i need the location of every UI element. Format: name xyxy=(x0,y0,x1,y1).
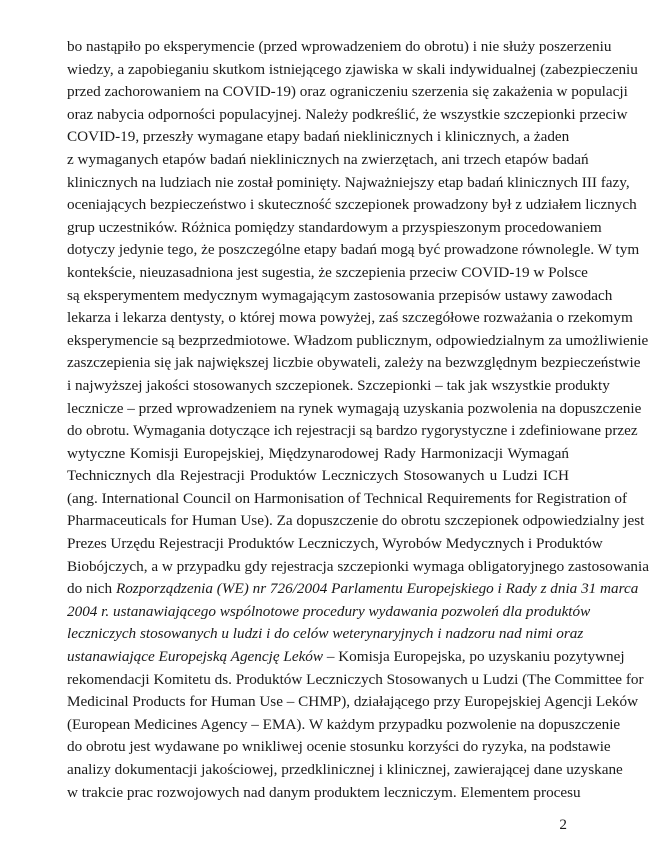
text-run: przed zachorowaniem na COVID-19) oraz ograniczeniu szerzenia się zakażenia w populacji xyxy=(67,83,628,101)
document-body xyxy=(67,36,649,804)
text-line xyxy=(67,239,640,262)
text-run: do obrotu. Wymagania dotyczące ich rejestracji są bardzo rygorystyczne i zdefiniowane przez xyxy=(67,422,638,440)
text-run: wytyczne Komisji Europejskiej, Międzynarodowej Rady Harmonizacji Wymagań xyxy=(67,444,569,462)
italic-text: Rozporządzenia (WE) nr 726/2004 Parlamentu Europejskiego i Rady z dnia 31 marca xyxy=(115,580,639,598)
text-run: z wymaganych etapów badań nieklinicznych na zwierzętach, ani trzech etapów badań xyxy=(67,150,589,168)
text-line xyxy=(67,217,602,240)
text-line xyxy=(67,285,613,308)
text-run: dotyczy jedynie tego, że poszczególne etapy badań mogą być prowadzone równolegle. W tym xyxy=(67,241,640,259)
text-line xyxy=(67,126,569,149)
text-line xyxy=(67,691,639,714)
text-line xyxy=(67,149,589,172)
italic-text: ustanawiające Europejską Agencję Leków xyxy=(67,648,324,666)
text-line xyxy=(67,465,569,488)
text-run: lekarza i lekarza dentysty, o której mowa powyżej, zaś szczegółowe rozważania o rzekomym xyxy=(67,309,633,327)
text-run: Medicinal Products for Human Use – CHMP), działającego przy Europejskiej Agencji Leków xyxy=(67,693,639,711)
text-line xyxy=(67,262,588,285)
text-line xyxy=(67,510,645,533)
text-run: eksperymencie są bezprzedmiotowe. Władzom publicznym, odpowiedzialnym za umożliwienie xyxy=(67,331,649,349)
text-run: do obrotu jest wydawane po wnikliwej ocenie stosunku korzyści do ryzyka, na podstawie xyxy=(67,738,611,756)
text-run: zaszczepienia się jak największej liczbie obywateli, zależy na bezwzględnym bezpieczeństwie xyxy=(67,354,641,372)
text-line xyxy=(67,172,630,195)
text-line xyxy=(67,782,581,805)
text-run: analizy dokumentacji jakościowej, przedklinicznej i klinicznej, zawierającej dane uzyskane xyxy=(67,761,623,778)
text-run: w trakcie prac rozwojowych nad danym produktem leczniczym. Elementem procesu xyxy=(67,783,581,801)
text-run: i najwyższej jakości stosowanych szczepionek. Szczepionki – tak jak wszystkie produkty xyxy=(67,376,610,394)
text-line xyxy=(67,330,649,353)
text-line xyxy=(67,194,637,217)
text-run: (European Medicines Agency – EMA). W każdym przypadku pozwolenie na dopuszczenie xyxy=(67,715,621,733)
text-run: grup uczestników. Różnica pomiędzy standardowym a przyspieszonym procedowaniem xyxy=(67,218,602,236)
text-run: kontekście, nieuzasadniona jest sugestia, że szczepienia przeciw COVID-19 w Polsce xyxy=(67,263,588,281)
text-line xyxy=(67,669,644,692)
text-run: lecznicze – przed wprowadzeniem na rynek wymagają uzyskania pozwolenia na dopuszczenie xyxy=(67,399,642,417)
text-line xyxy=(67,646,625,669)
text-run: COVID-19, przeszły wymagane etapy badań nieklinicznych i klinicznych, a żaden xyxy=(67,128,570,146)
text-line xyxy=(67,714,621,737)
text-run: Pharmaceuticals for Human Use). Za dopuszczenie do obrotu szczepionek odpowiedzialny jest xyxy=(67,512,645,530)
italic-text: leczniczych stosowanych u ludzi i do celów weterynaryjnych i nadzoru nad nimi oraz xyxy=(67,625,584,643)
text-run: Technicznych dla Rejestracji Produktów Leczniczych Stosowanych u Ludzi ICH xyxy=(67,467,569,485)
text-run: oceniających bezpieczeństwo i skuteczność szczepionek prowadzony był z udziałem licznych xyxy=(67,196,637,214)
text-run: Prezes Urzędu Rejestracji Produktów Leczniczych, Wyrobów Medycznych i Produktów xyxy=(67,535,603,553)
text-line xyxy=(67,420,638,443)
text-line xyxy=(67,443,569,466)
text-line xyxy=(67,81,628,104)
text-run: (ang. International Council on Harmonisation of Technical Requirements for Registration of xyxy=(67,489,628,507)
text-line xyxy=(67,488,628,511)
text-line xyxy=(67,59,638,82)
text-line xyxy=(67,533,603,556)
text-line xyxy=(67,375,610,398)
text-line xyxy=(67,601,591,624)
text-run: są eksperymentem medycznym wymagającym zastosowania przepisów ustawy zawodach xyxy=(67,286,613,304)
text-line xyxy=(67,578,639,601)
text-line xyxy=(67,736,611,759)
text-run: bo nastąpiło po eksperymencie (przed wprowadzeniem do obrotu) i nie służy poszerzeniu xyxy=(67,38,612,55)
text-run: klinicznych na ludziach nie został pominięty. Najważniejszy etap badań klinicznych III fazy, xyxy=(67,173,630,191)
text-line xyxy=(67,623,584,646)
text-run: rekomendacji Komitetu ds. Produktów Leczniczych Stosowanych u Ludzi (The Committee for xyxy=(67,670,644,688)
text-line xyxy=(67,307,633,330)
text-line xyxy=(67,398,642,421)
italic-text: 2004 r. ustanawiającego wspólnotowe procedury wydawania pozwoleń dla produktów xyxy=(67,602,591,620)
text-run: oraz nabycia odporności populacyjnej. Należy podkreślić, że wszystkie szczepionki przeciw xyxy=(67,105,628,123)
text-line xyxy=(67,104,628,127)
text-line xyxy=(67,352,641,375)
text-line xyxy=(67,759,623,782)
text-run: do nich xyxy=(67,580,116,598)
text-line xyxy=(67,556,649,579)
text-line xyxy=(67,36,612,59)
page-number: 2 xyxy=(559,816,567,833)
text-run: – Komisja Europejska, po uzyskaniu pozytywnej xyxy=(323,648,625,666)
text-run: Biobójczych, a w przypadku gdy rejestracja szczepionki wymaga obligatoryjnego zastosowania xyxy=(67,557,649,575)
text-run: wiedzy, a zapobieganiu skutkom istniejącego zjawiska w skali indywidualnej (zabezpieczeniu xyxy=(67,60,638,78)
